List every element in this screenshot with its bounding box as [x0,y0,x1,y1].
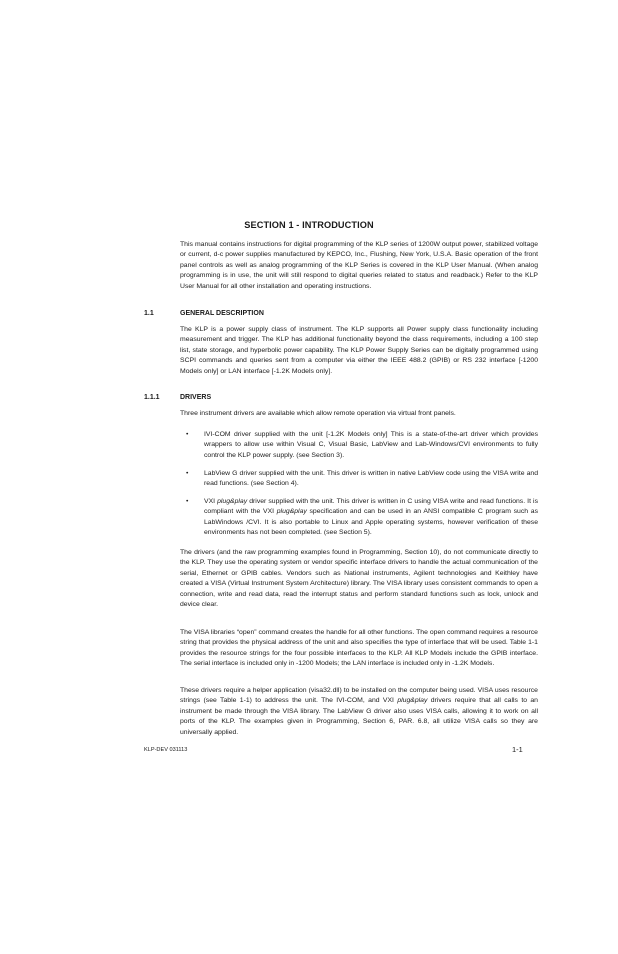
section-heading-drivers [144,394,211,401]
bullet-icon: • [186,470,189,477]
drivers-paragraph-1: The drivers (and the raw programming examples found in Programming, Section 10), do not communicate directly to the KLP. They use the operating system or vendor specific interface drivers to handle the actual communication of the serial, Ethernet or GPIB cables. Vendors such as National instruments, Agilent technologies and Keithley have created a VISA (Virtual Instrument System Architecture) library. The VISA library uses consistent commands to open a connection, write and read data, read the interrupt status and perform standard functions such as lock, unlock and device clear. [180,549,538,609]
section-heading-text: GENERAL DESCRIPTION [180,310,264,317]
intro-paragraph: This manual contains instructions for digital programming of the KLP series of 1200W output power, stabilized voltage or current, d-c power supplies manufactured by KEPCO, Inc., Flushing, New York, U.S.A. Basic operation of the front panel controls as well as analog programming of the KLP Series is covered in the KLP User Manual. (When analog programming is in use, the unit will still respond to digital queries related to status and readback.) Refer to the KLP User Manual for all other installation and operating instructions. [180,241,538,290]
section-heading-general-description [144,310,264,317]
section-heading-text: DRIVERS [180,394,212,401]
footer-doc-id: KLP-DEV 031113 [144,747,188,753]
bullet-text: LabView G driver supplied with the unit. This driver is written in native LabView code using the VISA write and read functions. (see Section 4). [204,470,538,488]
drivers-lead-paragraph: Three instrument drivers are available which allow remote operation via virtual front panels. [180,410,456,417]
general-description-paragraph: The KLP is a power supply class of instrument. The KLP supports all Power supply class functionality including measurement and trigger. The KLP has additional functionality beyond the class requirements, including a 100 step list, state storage, and hyperbolic power capability. The KLP Power Supply Series can be digitally programmed using SCPI commands and queries sent from a computer via either the IEEE 488.2 (GPIB) or RS 232 interface [-1200 Models only] or LAN interface [-1.2K Models only]. [180,326,538,375]
section-title: SECTION 1 - INTRODUCTION [244,220,374,230]
bullet-icon: • [186,498,189,505]
section-number: 1.1.1 [144,394,160,401]
bullet-text: IVI-COM driver supplied with the unit [-1.2K Models only] This is a state-of-the-art driver which provides wrappers to allow use within Visual C, Visual Basic, LabView and Lab-Windows/CVI environments to fully control the KLP power supply. (see Section 3). [204,431,538,459]
list-item [186,469,538,490]
section-number: 1.1 [144,310,154,317]
drivers-paragraph-3: These drivers require a helper application (visa32.dll) to be installed on the computer being used. VISA uses resource strings (see Table 1-1) to address the unit. The IVI-COM, and VXI plug&play drivers require that all calls to an instrument be made through the VISA library. The LabView G driver also uses VISA calls, allowing it to work on all ports of the KLP. The examples given in Programming, Section 6, PAR. 6.8, all utilize VISA calls so they are universally applied. [180,687,538,736]
bullet-text: VXI plug&play driver supplied with the unit. This driver is written in C using VISA write and read functions. It is compliant with the VXI plug&play specification and can be used in an ANSI compatible C program such as LabWindows /CVI. It is also portable to Linux and Apple operating systems, however verification of these environments has not been completed. (see Section 5). [204,498,538,537]
list-item [186,497,538,539]
page-number: 1-1 [512,745,523,754]
drivers-paragraph-2: The VISA libraries “open” command creates the handle for all other functions. The open command requires a resource string that provides the physical address of the unit and also specifies the type of interface that will be used. Table 1-1 provides the resource strings for the four possible interfaces to the KLP. All KLP Models include the GPIB interface. The serial interface is included only in -1200 Models; the LAN interface is included only in -1.2K Models. [180,629,538,668]
list-item [186,430,538,461]
bullet-icon: • [186,431,189,438]
